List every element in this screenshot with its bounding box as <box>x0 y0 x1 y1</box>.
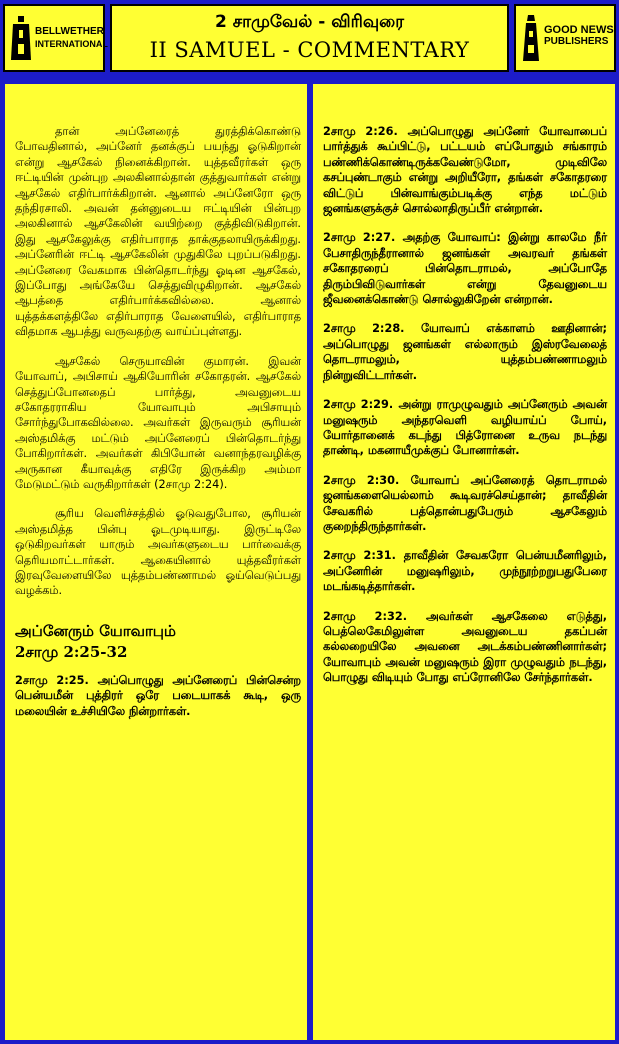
verse-paragraph: 2சாமு 2:28. யோவாப் எக்காளம் ஊதினான்; அப்பொழுது ஜனங்கள் எல்லாரும் இஸ்ரவேலைத் தொடராமலும், யுத்தம்பண்ணாமலும் நின்றுவிட்டார்கள். <box>323 322 607 382</box>
section-title <box>15 621 301 663</box>
verse-paragraph: 2சாமு 2:27. அதற்கு யோவாப்: இன்று காலமே நீர் பேசாதிருந்தீரானால் ஜனங்கள் அவரவர் தங்கள் சகோதரரைப் பின்தொடராமல், அப்போதே திரும்பிவிடுவார்கள் என்று தேவனுடைய ஜீவனைக்கொண்டு சொல்லுகிறேன் என்றான். <box>323 231 607 307</box>
verse-paragraph: 2சாமு 2:25. அப்பொழுது அப்னேரைப் பின்சென்ற பென்யமீன் புத்திரர் ஒரே படையாகக் கூடி, ஒரு மலையின் உச்சியிலே நின்றார்கள். <box>15 673 301 718</box>
page-title-english: II SAMUEL - COMMENTARY <box>149 38 470 62</box>
verse-paragraph: 2சாமு 2:30. யோவாப் அப்னேரைத் தொடராமல் ஜனங்களையெல்லாம் கூடிவரச்செய்தான்; தாவீதின் சேவகரில் பத்தொன்பதுபேரும் ஆசகேலும் குறைந்திருந்தார்கள். <box>323 473 607 533</box>
commentary-paragraph: ஆசகேல் செருயாவின் குமாரன். இவன் யோவாப், அபிசாய் ஆகியோரின் சகோதரன். ஆசகேல் செத்துப்போனதைப் பார்த்து, அவனுடைய சகோதரராகிய யோவாபும் அபிசாயும் சோர்ந்துபோகவில்லை. அவர்கள் இருவரும் சூரியன் அஸ்தமிக்கு மட்டும் அப்னேரைப் பின்தொடர்ந்து போகிறார்கள். அவர்கள் கிபியோன் வனாந்தரவழிக்கு அருகான கீயாவுக்கு எதிரே இருக்கிற அம்மா மேடுமட்டும் வருகிறார்கள் (2சாமு 2:24). <box>15 354 301 491</box>
title-box <box>110 4 509 72</box>
left-column <box>5 84 307 1040</box>
good-news-logo <box>514 4 616 72</box>
bellwether-logo-line1: BELLWETHER <box>35 26 104 37</box>
verse-paragraph: 2சாமு 2:32. அவர்கள் ஆசகேலை எடுத்து, பெத்லெகேமிலுள்ள அவனுடைய தகப்பன் கல்லறையிலே அவனை அடக்கம்பண்ணினார்கள்; யோவாபும் அவன் மனுஷரும் இரா முழுவதும் நடந்து, பொழுது விடியும் போது எப்ரோனிலே சேர்ந்தார்கள். <box>323 609 607 685</box>
commentary-paragraph: தான் அப்னேரைத் துரத்திக்கொண்டு போவதினால், அப்னேர் தனக்குப் பயந்து ஓடுகிறான் என்று ஆசகேல் நினைக்கிறான். யுத்தவீரர்கள் ஒரு ஈட்டியின் முன்புற அலகினால்தான் குத்துவார்கள் என்று ஆசகேல் எதிர்பார்க்கிறான். ஆனால் அப்னேரோ ஒரு தந்திரசாலி. அவன் தன்னுடைய ஈட்டியின் பின்புற அலகினால் ஆசகேலின் வயிற்றை குத்திவிடுகிறான். இது ஆசகேலுக்கு எதிர்பாராத தாக்குதலாயிருக்கிறது. அப்னேரின் ஈட்டி ஆசகேலின் முதுகிலே புறப்படுகிறது. அப்னேரை வேகமாக பின்தொடர்ந்து ஓடின ஆசகேல், இப்போது அங்கேயே செத்துவிழுகிறான். ஆசகேல் ஆபத்தை எதிர்பார்க்கவில்லை. ஆனால் யுத்தக்களத்திலே எதிர்பாராத வேளையில், எதிர்பாராத விதமாக ஆபத்து வருவதற்கு வாய்ப்புள்ளது. <box>15 125 301 339</box>
section-title-line1: அப்னேரும் யோவாபும் <box>15 621 176 640</box>
section-title-line2: 2சாமு 2:25-32 <box>15 642 128 661</box>
good-news-logo-line1: GOOD NEWS <box>544 24 614 36</box>
commentary-paragraph: சூரிய வெளிச்சத்தில் ஓடுவதுபோல, சூரியன் அஸ்தமித்த பின்பு ஓடமுடியாது. இருட்டிலே ஒடுகிறவர்கள் யாரும் அவர்களுடைய பார்வைக்கு தெரியமாட்டார்கள். ஆகையினால் யுத்தவீரர்கள் இரவுவேளையிலே யுத்தம்பண்ணாமல் ஓய்வெடுப்பது வழக்கம். <box>15 507 301 598</box>
verse-paragraph: 2சாமு 2:26. அப்பொழுது அப்னேர் யோவாபைப் பார்த்துக் கூப்பிட்டு, பட்டயம் எப்போதும் சங்காரம் பண்ணிக்கொண்டிருக்கவேண்டுமோ, முடிவிலே கசப்புண்டாகும் என்று அறியீரோ, தங்கள் சகோதரரை விட்டுப் பின்வாங்கும்படிக்கு எந்த மட்டும் ஜனங்களுக்குச் சொல்லாதிருப்பீர் என்றான். <box>323 125 607 216</box>
bellwether-logo <box>3 4 108 72</box>
bell-tower-icon <box>9 16 33 60</box>
page-header <box>0 0 619 78</box>
verse-paragraph: 2சாமு 2:31. தாவீதின் சேவகரோ பென்யமீனரிலும், அப்னேரின் மனுஷரிலும், முந்நூற்றறுபதுபேரை மடங்கடித்தார்கள். <box>323 549 607 594</box>
right-column <box>313 84 615 1040</box>
bellwether-logo-line2: INTERNATIONAL <box>35 39 108 49</box>
good-news-logo-line2: PUBLISHERS <box>544 36 609 47</box>
verse-paragraph: 2சாமு 2:29. அன்று ராமுழுவதும் அப்னேரும் அவன் மனுஷரும் அந்தரவெளி வழியாய்ப் போய், யோர்தானைக் கடந்து பித்ரோனை உருவ நடந்து தாண்டி, மகனாயீமுக்குப் போனார்கள். <box>323 398 607 458</box>
lighthouse-icon <box>520 15 542 61</box>
page-title-tamil: 2 சாமுவேல் - விரிவுரை <box>215 12 404 32</box>
